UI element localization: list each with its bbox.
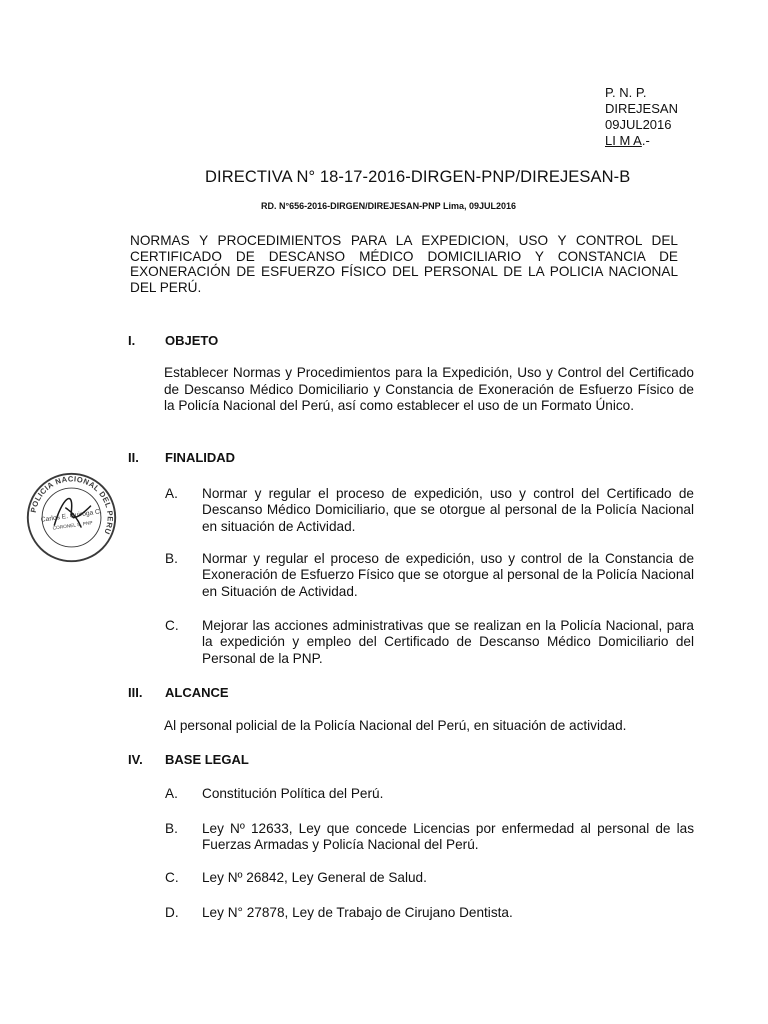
- svg-text:Carlos E. Quiroga C.: Carlos E. Quiroga C.: [40, 508, 103, 524]
- directive-title: DIRECTIVA N° 18-17-2016-DIRGEN-PNP/DIREJESAN-B: [205, 168, 631, 186]
- section-1-text: Establecer Normas y Procedimientos para la Expedición, Uso y Control del Certificado de Descanso Médico Domiciliario y Constancia de Exoneración de Esfuerzo Físico de la Policía Nacional del Perú, así como establecer el uso de un Formato Único.: [164, 365, 694, 413]
- svg-text:POLICIA NACIONAL DEL PERU: POLICIA NACIONAL DEL PERU: [28, 474, 115, 536]
- finalidad-b-text: Normar y regular el proceso de expedición, uso y control de la Constancia de Exoneración de Esfuerzo Físico que se otorgue al personal de la Policía Nacional en Situación de Actividad.: [202, 551, 694, 599]
- section-1-number: I.: [128, 333, 136, 348]
- svg-text:CORONEL S. PNP: CORONEL S. PNP: [52, 521, 94, 532]
- header-direjesan: DIREJESAN: [605, 101, 678, 116]
- section-3-number: III.: [128, 685, 143, 700]
- section-1-title: OBJETO: [165, 333, 219, 348]
- base-legal-a-text: Constitución Política del Perú.: [202, 786, 384, 801]
- base-legal-b-text: Ley Nº 12633, Ley que concede Licencias por enfermedad al personal de las Fuerzas Armadas y Policía Nacional del Perú.: [202, 821, 694, 853]
- section-3-text: Al personal policial de la Policía Nacional del Perú, en situación de actividad.: [164, 718, 627, 733]
- base-legal-c-letter: C.: [165, 870, 179, 885]
- finalidad-a-text: Normar y regular el proceso de expedición, uso y control del Certificado de Descanso Médico Domiciliario, que se otorgue al personal de la Policía Nacional en situación de Actividad.: [202, 486, 694, 534]
- base-legal-d-letter: D.: [165, 905, 179, 920]
- base-legal-d-text: Ley N° 27878, Ley de Trabajo de Cirujano Dentista.: [202, 905, 513, 920]
- section-2-number: II.: [128, 450, 139, 465]
- base-legal-b-letter: B.: [165, 821, 178, 836]
- finalidad-a-letter: A.: [165, 486, 178, 501]
- section-4-number: IV.: [128, 752, 143, 767]
- base-legal-a-letter: A.: [165, 786, 178, 801]
- header-date: 09JUL2016: [605, 117, 672, 132]
- finalidad-b-letter: B.: [165, 551, 178, 566]
- finalidad-c-text: Mejorar las acciones administrativas que se realizan en la Policía Nacional, para la expedición y empleo del Certificado de Descanso Médico Domiciliario del Personal de la PNP.: [202, 618, 694, 666]
- resolution-line: RD. N°656-2016-DIRGEN/DIREJESAN-PNP Lima, 09JUL2016: [261, 201, 517, 211]
- header-city: LI M A: [605, 133, 642, 148]
- finalidad-c-letter: C.: [165, 618, 179, 633]
- section-2-title: FINALIDAD: [165, 450, 236, 465]
- stamp-seal-icon: [24, 470, 119, 565]
- official-stamp: [24, 470, 119, 565]
- header-city-suffix: .-: [641, 133, 650, 148]
- header-pnp: P. N. P.: [605, 85, 647, 100]
- section-3-title: ALCANCE: [165, 685, 229, 700]
- directive-subject: NORMAS Y PROCEDIMIENTOS PARA LA EXPEDICION, USO Y CONTROL DEL CERTIFICADO DE DESCANSO MÉDICO DOMICILIARIO Y CONSTANCIA DE EXONERACIÓN DE ESFUERZO FÍSICO DEL PERSONAL DE LA POLICIA NACIONAL DEL PERÚ.: [130, 233, 678, 296]
- base-legal-c-text: Ley Nº 26842, Ley General de Salud.: [202, 870, 427, 885]
- header-city-line: [605, 133, 650, 149]
- section-4-title: BASE LEGAL: [165, 752, 249, 767]
